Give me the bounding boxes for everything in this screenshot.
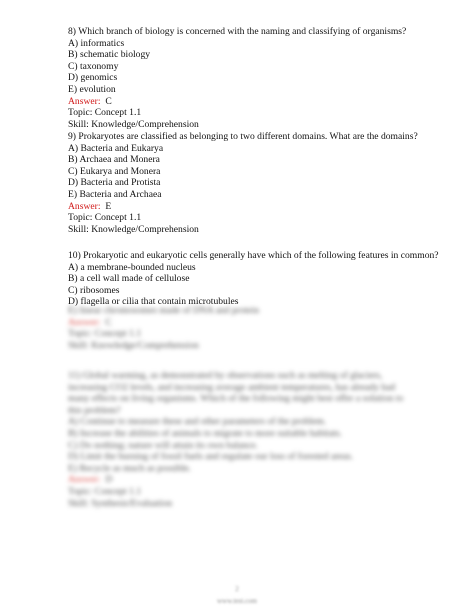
option: B) Increase the abilities of animals to migrate to more suitable habitats.	[68, 427, 342, 439]
option: C) ribosomes	[68, 284, 120, 296]
answer-value: D	[105, 474, 113, 486]
skill-line: Skill: Knowledge/Comprehension	[68, 339, 199, 351]
option: A) Continue to measure these and other parameters of the problem.	[68, 416, 327, 428]
answer-label: Answer:	[68, 474, 101, 486]
question-stem: 10) Prokaryotic and eukaryotic cells generally have which of the following features in common?	[68, 250, 439, 261]
option: B) a cell wall made of cellulose	[68, 273, 190, 285]
question-10	[68, 250, 439, 308]
answer-line	[68, 317, 428, 329]
answer-value: C	[105, 316, 112, 328]
answer-label: Answer:	[68, 95, 101, 107]
option: B) Archaea and Monera	[68, 154, 160, 166]
option: A) Bacteria and Eukarya	[68, 142, 164, 154]
skill-line: Skill: Knowledge/Comprehension	[68, 118, 199, 130]
option: C) Do nothing; nature will attain its own balance.	[68, 439, 258, 451]
question-11-blurred	[68, 370, 413, 509]
option: E) linear chromosomes made of DNA and protein	[68, 305, 260, 316]
question-8	[68, 26, 428, 130]
option: C) Eukarya and Monera	[68, 165, 161, 177]
skill-line: Skill: Knowledge/Comprehension	[68, 223, 199, 235]
option: D) Bacteria and Protista	[68, 177, 161, 189]
answer-line	[68, 201, 428, 213]
question-stem: 9) Prokaryotes are classified as belonging to two different domains. What are the domains?	[68, 131, 418, 142]
question-stem: 8) Which branch of biology is concerned with the naming and classifying of organisms?	[68, 26, 407, 37]
option: E) Recycle as much as possible.	[68, 462, 192, 474]
option: E) Bacteria and Archaea	[68, 188, 162, 200]
option: A) a membrane-bounded nucleus	[68, 261, 196, 273]
question-9	[68, 131, 428, 235]
topic-line: Topic: Concept 1.1	[68, 107, 142, 119]
option: D) genomics	[68, 72, 118, 84]
answer-value: C	[105, 95, 112, 107]
skill-line: Skill: Synthesis/Evaluation	[68, 497, 173, 509]
answer-line	[68, 474, 413, 486]
answer-value: E	[105, 200, 112, 212]
question-10-blurred	[68, 305, 428, 351]
option: D) Limit the burning of fossil fuels and regulate our loss of forested areas.	[68, 451, 354, 463]
topic-line: Topic: Concept 1.1	[68, 485, 142, 497]
topic-line: Topic: Concept 1.1	[68, 212, 142, 224]
option: A) informatics	[68, 37, 125, 49]
answer-label: Answer:	[68, 316, 101, 328]
footer-site: www.test.com	[217, 597, 257, 605]
answer-label: Answer:	[68, 200, 101, 212]
option: D) flagella or cilia that contain microtubules	[68, 296, 239, 308]
question-stem: 11) Global warming, as demonstrated by observations such as melting of glaciers, increasing CO2 levels, and increasing average ambient temperatures, has already had many effects on living organisms. Which of the following might best offer a solution to this problem?	[68, 370, 404, 416]
topic-line: Topic: Concept 1.1	[68, 328, 142, 340]
option: E) evolution	[68, 83, 116, 95]
option: C) taxonomy	[68, 60, 119, 72]
option: B) schematic biology	[68, 49, 151, 61]
page-number: 2	[235, 585, 239, 593]
answer-line	[68, 96, 428, 108]
